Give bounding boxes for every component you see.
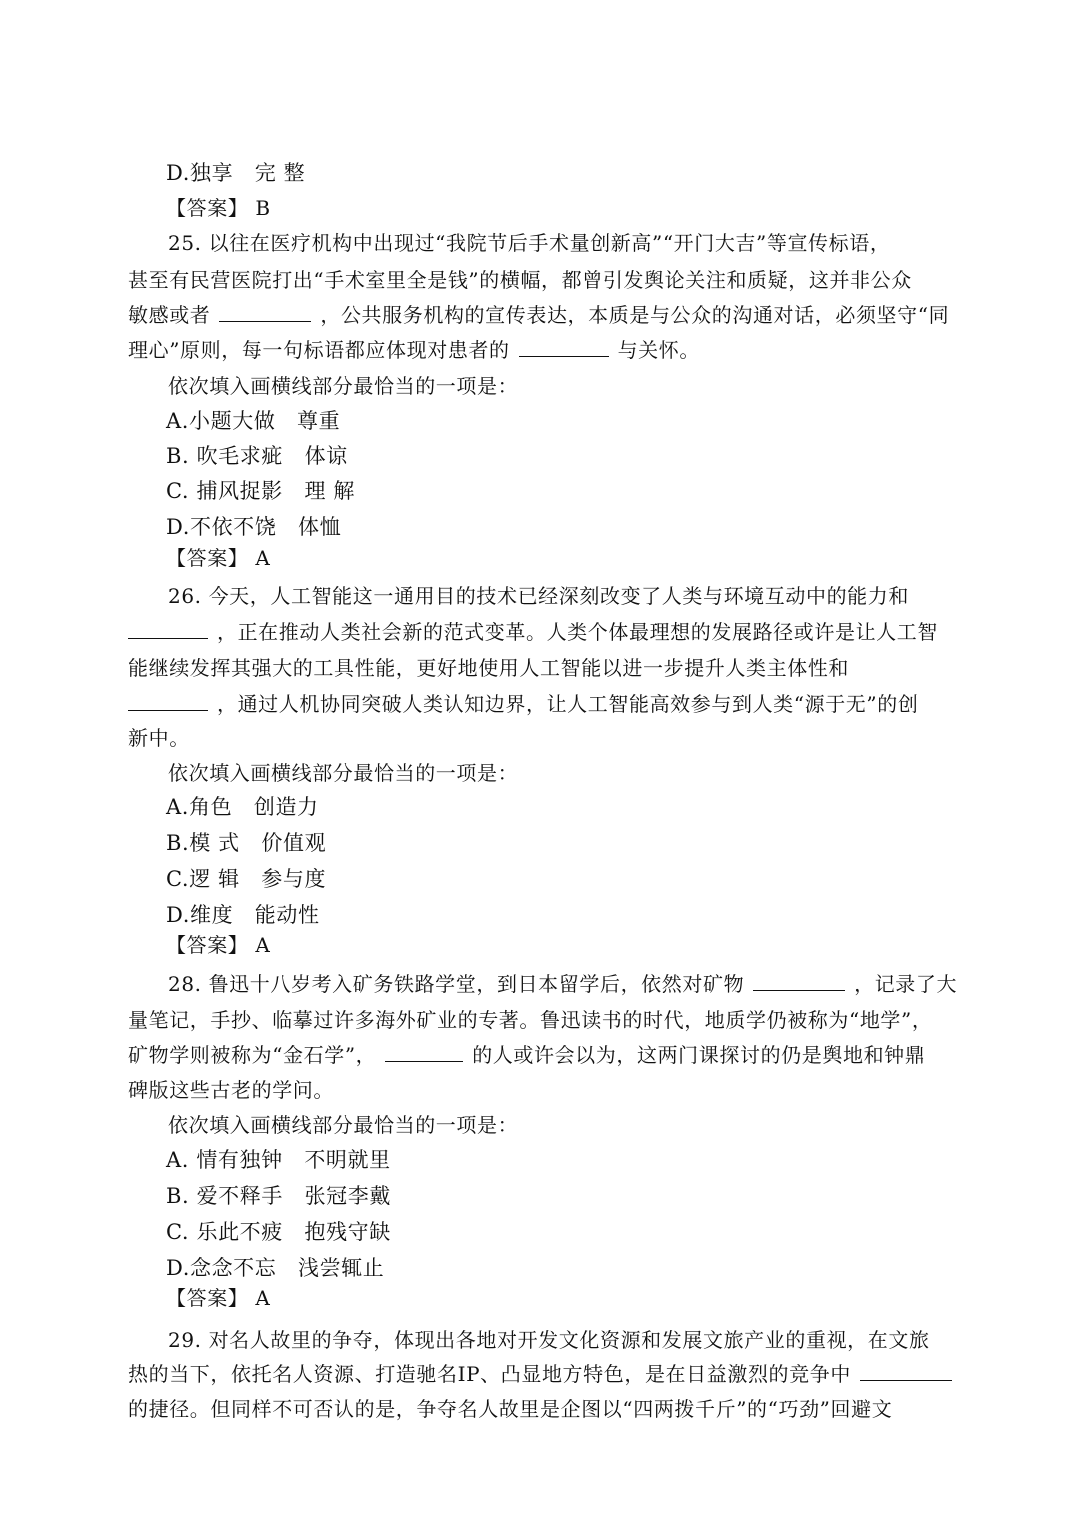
q26-line-1: 26. 今天，人工智能这一通用目的技术已经深刻改变了人类与环境互动中的能力和: [168, 584, 909, 608]
q26-line-4-b: ，通过人机协同突破人类认知边界，让人工智能高效参与到人类“源于无”的创: [216, 692, 919, 716]
q24-answer: 【答案】 B: [166, 196, 271, 220]
q29-line-1: 29. 对名人故里的争夺，体现出各地对开发文化资源和发展文旅产业的重视，在文旅: [168, 1328, 930, 1352]
q28-option-a: A. 情有独钟 不明就里: [166, 1148, 391, 1172]
q25-line-3: [128, 297, 952, 333]
q25-line-3-b: ，公共服务机构的宣传表达，本质是与公众的沟通对话，必须坚守“同: [320, 303, 950, 327]
q26-option-a: A.角色 创造力: [166, 795, 319, 819]
q28-line-1: [168, 966, 992, 1002]
q25-line-4: [128, 332, 952, 368]
q28-prompt: 依次填入画横线部分最恰当的一项是：: [168, 1113, 519, 1137]
q25-blank-2: [519, 352, 609, 357]
q25-option-c: C. 捕风捉影 理 解: [166, 479, 355, 503]
q26-answer: 【答案】 A: [166, 933, 271, 957]
q28-line-3: [128, 1037, 952, 1073]
q25-option-a: A.小题大做 尊重: [166, 409, 341, 433]
q26-line-3: 能继续发挥其强大的工具性能，更好地使用人工智能以进一步提升人类主体性和: [128, 656, 849, 680]
q28-line-3-a: 矿物学则被称为“金石学”，: [128, 1043, 377, 1067]
q29-line-2: [128, 1356, 952, 1392]
q28-line-3-b: 的人或许会以为，这两门课探讨的仍是舆地和钟鼎: [472, 1043, 926, 1067]
q25-option-d: D.不依不饶 体恤: [166, 515, 342, 539]
q28-line-1-a: 28. 鲁迅十八岁考入矿务铁路学堂，到日本留学后，依然对矿物: [168, 972, 745, 996]
q28-line-1-b: ，记录了大: [854, 972, 958, 996]
q29-line-2-a: 热的当下，依托名人资源、打造驰名IP、凸显地方特色，是在日益激烈的竞争中: [128, 1362, 851, 1386]
q25-line-4-b: 与关怀。: [617, 338, 700, 362]
q25-line-1: 25. 以往在医疗机构中出现过“我院节后手术量创新高”“开门大吉”等宣传标语，: [168, 231, 891, 255]
q29-line-3: 的捷径。但同样不可否认的是，争夺名人故里是企图以“四两拨千斤”的“巧劲”回避文: [128, 1397, 893, 1421]
q26-line-2: [128, 614, 952, 650]
q25-blank-1: [219, 317, 311, 322]
q28-option-c: C. 乐此不疲 抱残守缺: [166, 1220, 391, 1244]
q25-option-b: B. 吹毛求疵 体谅: [166, 444, 348, 468]
q28-option-b: B. 爱不释手 张冠李戴: [166, 1184, 391, 1208]
q28-line-4: 碑版这些古老的学问。: [128, 1078, 334, 1102]
q26-blank-2: [128, 706, 208, 711]
q28-blank-2: [385, 1057, 463, 1062]
q26-option-b: B.模 式 价值观: [166, 831, 327, 855]
q29-blank-1: [860, 1376, 952, 1381]
q28-option-d: D.念念不忘 浅尝辄止: [166, 1256, 385, 1280]
q26-option-c: C.逻 辑 参与度: [166, 867, 327, 891]
q28-answer: 【答案】 A: [166, 1286, 271, 1310]
q25-prompt: 依次填入画横线部分最恰当的一项是：: [168, 374, 519, 398]
q26-line-5: 新中。: [128, 726, 190, 750]
q25-line-2: 甚至有民营医院打出“手术室里全是钱”的横幅，都曾引发舆论关注和质疑，这并非公众: [128, 268, 912, 292]
q28-blank-1: [753, 986, 845, 991]
q26-line-4: [128, 686, 952, 722]
q26-option-d: D.维度 能动性: [166, 903, 320, 927]
q26-line-2-b: ，正在推动人类社会新的范式变革。人类个体最理想的发展路径或许是让人工智: [216, 620, 938, 644]
q25-line-4-a: 理心”原则，每一句标语都应体现对患者的: [128, 338, 510, 362]
q26-blank-1: [128, 634, 208, 639]
q26-prompt: 依次填入画横线部分最恰当的一项是：: [168, 761, 519, 785]
q25-answer: 【答案】 A: [166, 546, 271, 570]
q25-line-3-a: 敏感或者: [128, 303, 211, 327]
q24-option-d: D.独享 完 整: [166, 161, 306, 185]
q28-line-2: 量笔记，手抄、临摹过许多海外矿业的专著。鲁迅读书的时代，地质学仍被称为“地学”，: [128, 1008, 933, 1032]
